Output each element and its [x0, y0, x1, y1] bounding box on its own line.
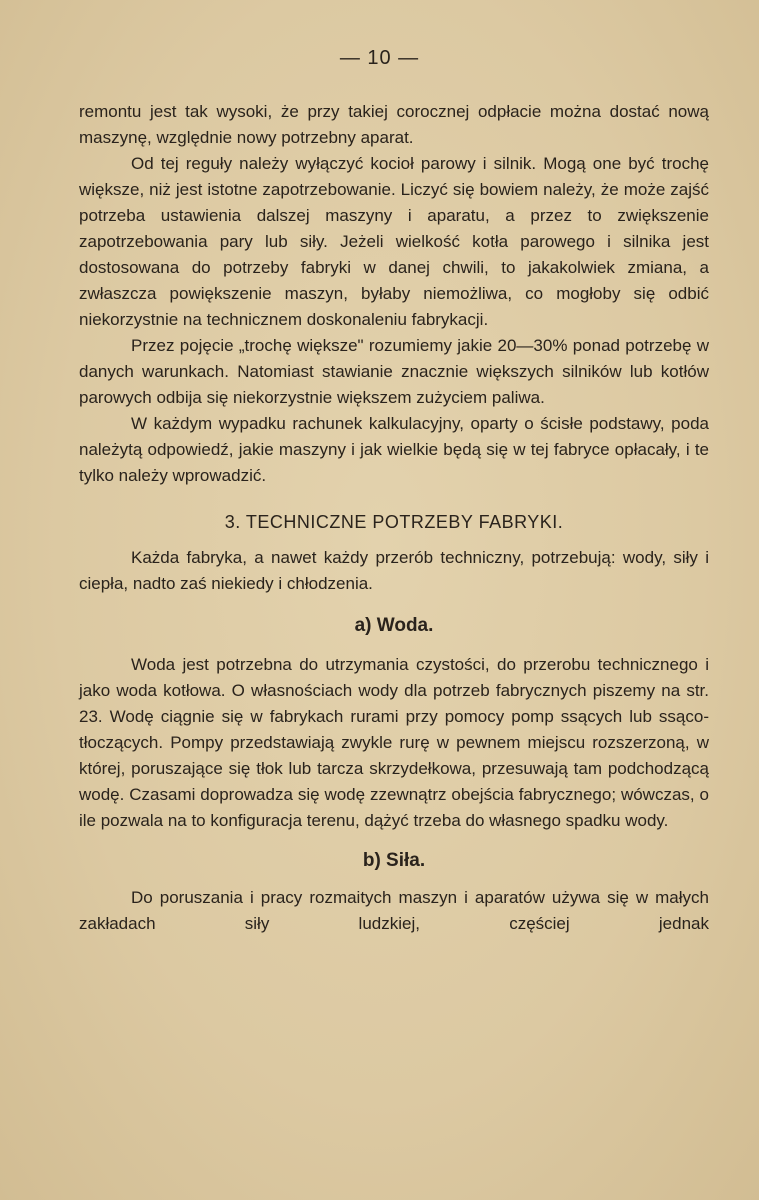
- section-heading: 3. TECHNICZNE POTRZEBY FABRYKI.: [224, 512, 564, 532]
- paragraph-water: Woda jest potrzebna do utrzymania czystości, do przerobu technicznego i jako woda kotłowa. O własnościach wody dla potrzeb fabrycznych piszemy na str. 23. Wodę ciągnie się w fabrykach rurami przy pomocy pomp ssących lub ssąco-tłoczących. Pompy przedstawiają zwykle rurę w pewnem miejscu rozszerzoną, w której, poruszające się tłok lub tarcza skrzydełkowa, przesuwają tam podchodzącą wodę. Czasami doprowadza się wodę zzewnątrz obejścia fabrycznego; wówczas, o ile pozwala na to konfiguracja terenu, dążyć trzeba do własnego spadku wody.: [79, 655, 709, 830]
- paragraph-slightly-larger: Przez pojęcie „trochę większe" rozumiemy jakie 20—30% ponad potrzebę w danych warunkach. Natomiast stawianie znacznie większych silników lub kotłów parowych odbija się niekorzystnie większem zużyciem paliwa.: [79, 336, 709, 407]
- subsection-heading-water: a) Woda.: [354, 615, 434, 636]
- paragraph-boiler-exception: Od tej reguły należy wyłączyć kocioł parowy i silnik. Mogą one być trochę większe, niż jest istotne zapotrzebowanie. Liczyć się bowiem należy, że może zajść potrzeba ustawienia dalszej maszyny i aparatu, a przez to zwiększenie zapotrzebowania pary lub siły. Jeżeli wielkość kotła parowego i silnika jest dostosowana do potrzeby fabryki w danej chwili, to jakakolwiek zmiana, a zwłaszcza powiększenie maszyn, byłaby niemożliwa, co mogłoby się odbić niekorzystnie na technicznem doskonaleniu fabrykacji.: [79, 154, 709, 329]
- paragraph-power: Do poruszania i pracy rozmaitych maszyn i aparatów używa się w małych zakładach siły ludzkiej, częściej jednak: [79, 888, 709, 933]
- paragraph-calculation: W każdym wypadku rachunek kalkulacyjny, oparty o ścisłe podstawy, poda należytą odpowiedź, jakie maszyny i jak wielkie będą się w tej fabryce opłacały, i te tylko należy wprowadzić.: [79, 414, 709, 485]
- page-body: [79, 99, 709, 937]
- paragraph-continuation: remontu jest tak wysoki, że przy takiej corocznej odpłacie można dostać nową maszynę, względnie nowy potrzebny aparat.: [79, 102, 709, 147]
- subsection-heading-power: b) Siła.: [362, 850, 426, 871]
- page-number: — 10 —: [339, 47, 420, 69]
- paragraph-section-intro: Każda fabryka, a nawet każdy przerób techniczny, potrzebują: wody, siły i ciepła, nadto zaś niekiedy i chłodzenia.: [79, 548, 709, 593]
